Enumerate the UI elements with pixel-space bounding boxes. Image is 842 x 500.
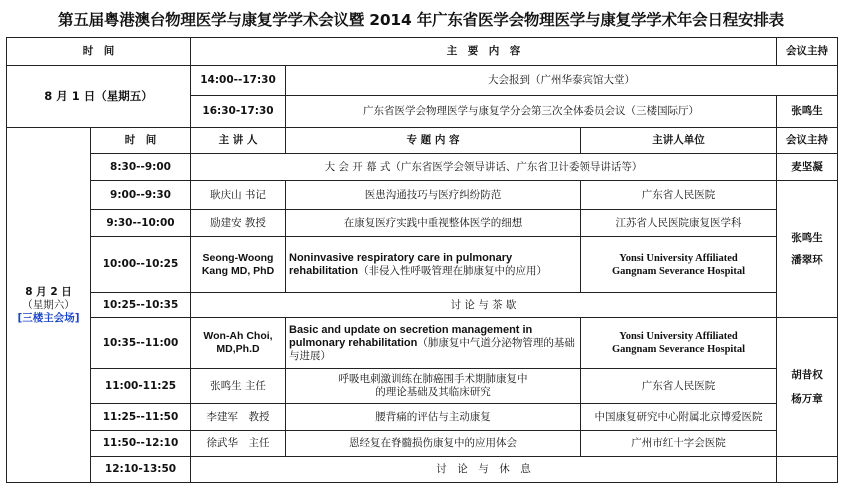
time-cell: 12:10-13:50 [91,457,191,483]
host-cell [777,457,838,483]
content-cell: 讨 论 与 茶 歇 [191,293,777,318]
time-cell: 14:00--17:30 [191,66,286,96]
table-row [7,318,838,369]
topic-cn: （肺康复中气道分泌物管理的基础与进展） [289,336,575,362]
speaker-line: Won-Ah Choi, [203,330,273,342]
page-title: 第五届粤港澳台物理医学与康复学学术会议暨 2014 年广东省医学会物理医学与康复学学术年会日程安排表 [58,11,784,29]
speaker-line: MD,Ph.D [216,343,260,355]
time-cell: 10:35--11:00 [91,318,191,369]
day2-date-cell [7,128,91,483]
time-cell: 11:25--11:50 [91,404,191,431]
speaker-cell: 李建军 教授 [191,404,286,431]
table-row [7,154,838,181]
unit-cell: 广东省人民医院 [581,181,777,210]
speaker-line: Kang MD, PhD [201,264,275,277]
host-cell [777,318,838,457]
time-cell: 9:00--9:30 [91,181,191,210]
topic-cell: 恩经复在脊髓损伤康复中的应用体会 [286,431,581,457]
day2-date: 8 月 2 日 [25,285,72,298]
table-row [7,404,838,431]
topic-cn: （非侵入性呼吸管理在肺康复中的应用） [358,264,548,277]
table-row [7,237,838,293]
schedule-table [6,37,838,483]
host-name: 胡昔权 [791,369,823,381]
topic-cell: 医患沟通技巧与医疗纠纷防范 [286,181,581,210]
topic-cell [286,318,581,369]
unit-line: Gangnam Severance Hospital [612,265,745,277]
unit-cell [581,237,777,293]
time-cell: 9:30--10:00 [91,210,191,237]
content-cell: 讨 论 与 休 息 [191,457,777,483]
content-cell: 广东省医学会物理医学与康复学分会第三次全体委员会议（三楼国际厅） [286,96,777,128]
day1-date: 8 月 1 日（星期五） [7,66,191,128]
unit-cell: 广州市红十字会医院 [581,431,777,457]
subheader-speaker: 主 讲 人 [191,128,286,154]
day2-weekday: （星期六） [22,298,75,311]
unit-cell: 江苏省人民医院康复医学科 [581,210,777,237]
topic-line: 呼吸电刺激训练在肺癌围手术期肺康复中 [338,373,528,385]
host-name: 张鸣生 [791,232,823,244]
header-content: 主 要 内 容 [191,38,777,66]
subheader-unit: 主讲人单位 [581,128,777,154]
topic-cell [286,237,581,293]
content-cell: 大会报到（广州华泰宾馆大堂） [286,66,838,96]
topic-en: Basic and update on secretion management in pulmonary rehabilitation [289,323,533,349]
speaker-cell [191,237,286,293]
host-cell: 张鸣生 [777,96,838,128]
speaker-cell [191,318,286,369]
table-row [7,181,838,210]
table-row [7,66,838,96]
speaker-line: Seong-Woong [202,251,274,264]
subheader-row [7,128,838,154]
speaker-cell: 徐武华 主任 [191,431,286,457]
unit-line: Gangnam Severance Hospital [612,344,745,355]
time-cell: 11:00-11:25 [91,369,191,404]
time-cell: 16:30-17:30 [191,96,286,128]
subheader-topic: 专 题 内 容 [286,128,581,154]
venue-link: [三楼主会场] [17,311,80,324]
host-cell [777,181,838,318]
unit-cell: 中国康复研究中心附属北京博爱医院 [581,404,777,431]
topic-en: Noninvasive respiratory care in pulmonary rehabilitation [289,251,513,277]
subheader-host: 会议主持 [777,128,838,154]
unit-line: Yonsi University Affiliated [619,331,738,342]
header-row [7,38,838,66]
speaker-cell: 励建安 教授 [191,210,286,237]
topic-cell: 腰背痛的评估与主动康复 [286,404,581,431]
table-row [7,210,838,237]
table-row [7,431,838,457]
header-host: 会议主持 [777,38,838,66]
speaker-cell: 张鸣生 主任 [191,369,286,404]
unit-cell [581,318,777,369]
topic-line: 的理论基础及其临床研究 [375,386,491,398]
unit-line: Yonsi University Affiliated [619,252,738,264]
time-cell: 11:50--12:10 [91,431,191,457]
host-cell: 麦坚凝 [777,154,838,181]
table-row [7,457,838,483]
header-time: 时 间 [7,38,191,66]
subheader-time: 时 间 [91,128,191,154]
host-name: 杨万章 [791,393,823,405]
topic-cell [286,369,581,404]
unit-cell: 广东省人民医院 [581,369,777,404]
host-name: 潘翠环 [791,254,823,266]
time-cell: 10:00--10:25 [91,237,191,293]
time-cell: 8:30--9:00 [91,154,191,181]
content-cell: 大 会 开 幕 式（广东省医学会领导讲话、广东省卫计委领导讲话等） [191,154,777,181]
table-row [7,293,838,318]
topic-cell: 在康复医疗实践中重视整体医学的细想 [286,210,581,237]
table-row [7,369,838,404]
speaker-cell: 耿庆山 书记 [191,181,286,210]
time-cell: 10:25--10:35 [91,293,191,318]
